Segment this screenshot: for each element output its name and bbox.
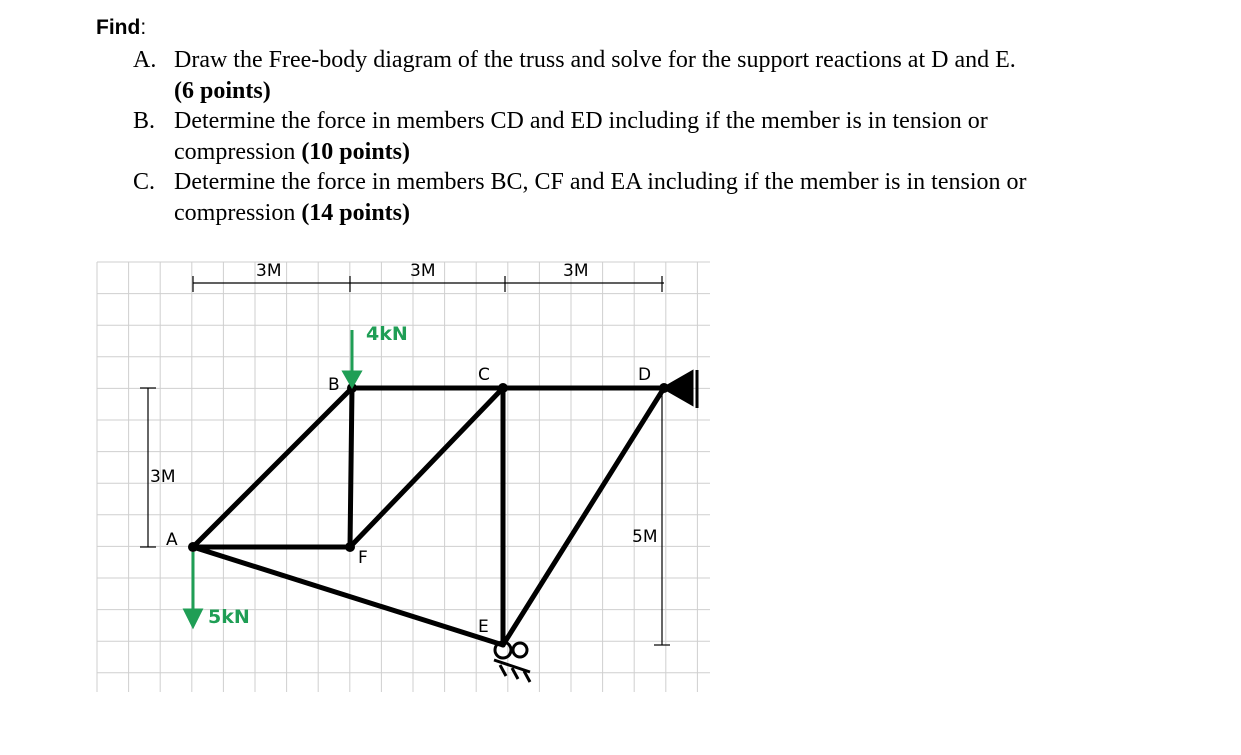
- joint-A: [188, 542, 198, 552]
- question-a-points: (6 points): [174, 78, 271, 104]
- find-heading: Find:: [96, 16, 147, 39]
- support-E-roller-icon: [494, 642, 530, 682]
- load-label-5kN: 5kN: [208, 606, 250, 628]
- node-label-E: E: [478, 617, 489, 637]
- question-b-text: Determine the force in members CD and ED including if the member is in tension or: [174, 108, 988, 134]
- problem-statement: [0, 0, 1241, 240]
- dim-top-3: 3M: [563, 261, 589, 281]
- truss-members: [193, 388, 664, 645]
- diagram-labels: [150, 261, 657, 637]
- node-label-B: B: [328, 375, 340, 395]
- question-c-points: (14 points): [301, 200, 410, 226]
- node-label-C: C: [478, 365, 490, 385]
- joint-F: [345, 542, 355, 552]
- member-EA: [193, 547, 503, 645]
- question-a-letter: A.: [133, 47, 157, 73]
- member-CF: [350, 388, 503, 547]
- question-c-text: Determine the force in members BC, CF and EA including if the member is in tension or: [174, 169, 1027, 195]
- node-label-D: D: [638, 365, 652, 385]
- node-label-A: A: [166, 530, 178, 550]
- question-b-letter: B.: [133, 108, 156, 134]
- node-label-F: F: [358, 548, 368, 568]
- member-BF: [350, 388, 352, 547]
- dim-top-1: 3M: [256, 261, 282, 281]
- dim-right: 5M: [632, 527, 658, 547]
- question-b-text-cont: compression: [174, 139, 296, 165]
- question-b-points: (10 points): [301, 139, 410, 165]
- dim-left: 3M: [150, 467, 176, 487]
- member-ED: [503, 388, 664, 645]
- member-AB: [193, 388, 352, 547]
- dim-top-2: 3M: [410, 261, 436, 281]
- question-a-text: Draw the Free-body diagram of the truss and solve for the support reactions at D and E.: [174, 47, 1016, 73]
- load-label-4kN: 4kN: [366, 323, 408, 345]
- truss-diagram: [0, 240, 1241, 755]
- question-c-text-cont: compression: [174, 200, 296, 226]
- question-c-letter: C.: [133, 169, 156, 195]
- support-D-pin-icon: [664, 370, 697, 408]
- joint-C: [498, 383, 508, 393]
